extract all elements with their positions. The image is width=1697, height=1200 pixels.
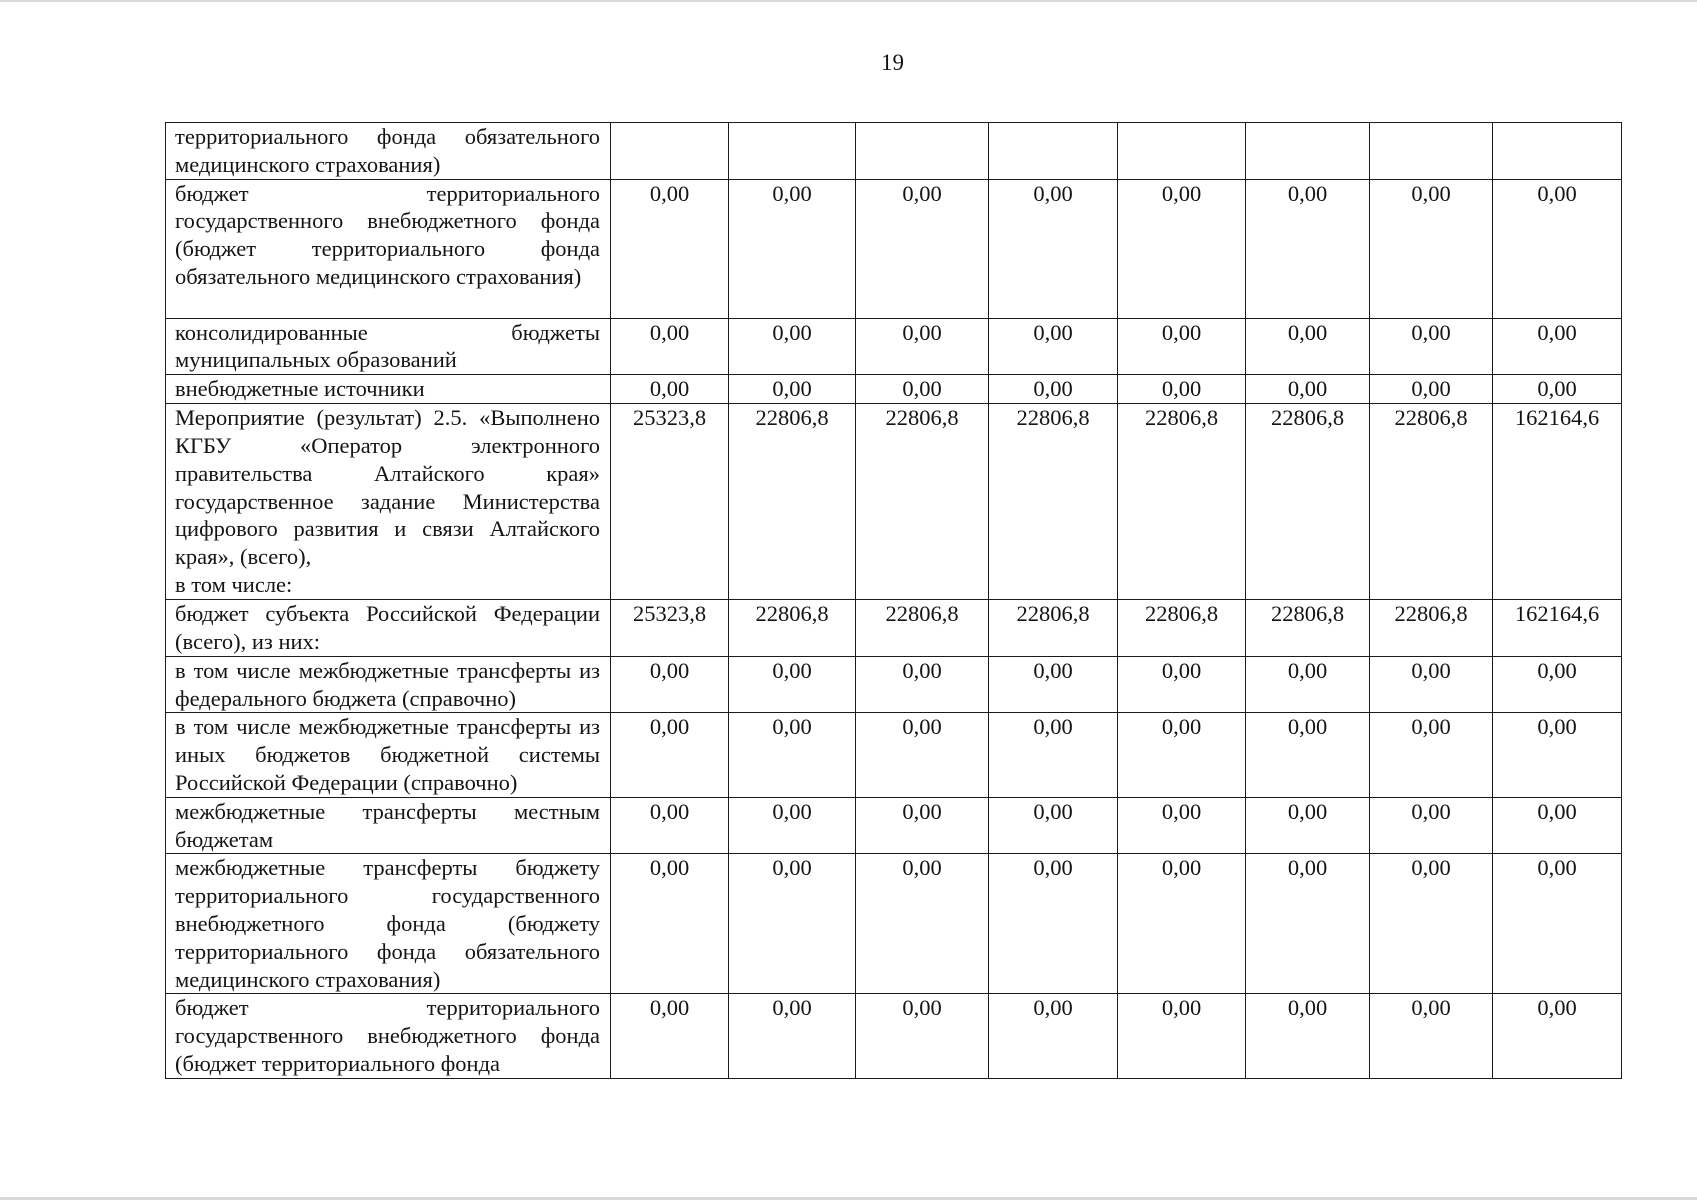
value-cell: 0,00 [729, 713, 856, 797]
value-cell [611, 123, 729, 180]
table-row [166, 854, 1622, 994]
table-row [166, 656, 1622, 713]
value-cell: 22806,8 [856, 600, 989, 657]
table-row [166, 600, 1622, 657]
value-cell: 0,00 [1370, 375, 1493, 404]
row-label-cell [166, 404, 611, 600]
value-cell: 22806,8 [1370, 404, 1493, 600]
value-cell: 0,00 [611, 797, 729, 854]
value-cell: 0,00 [729, 797, 856, 854]
value-cell: 0,00 [1118, 656, 1246, 713]
value-cell: 0,00 [1246, 318, 1370, 375]
value-cell: 0,00 [989, 797, 1118, 854]
row-label-cell [166, 797, 611, 854]
value-cell: 0,00 [1246, 713, 1370, 797]
value-cell: 0,00 [856, 656, 989, 713]
value-cell [1118, 123, 1246, 180]
value-cell: 22806,8 [856, 404, 989, 600]
value-cell: 0,00 [856, 854, 989, 994]
value-cell: 0,00 [1246, 375, 1370, 404]
value-cell: 0,00 [856, 179, 989, 318]
value-cell: 0,00 [1370, 713, 1493, 797]
value-cell: 0,00 [1246, 656, 1370, 713]
value-cell: 0,00 [1493, 994, 1622, 1078]
value-cell: 0,00 [1493, 375, 1622, 404]
row-label-cell [166, 656, 611, 713]
value-cell: 0,00 [1370, 994, 1493, 1078]
value-cell: 0,00 [856, 375, 989, 404]
row-label-cell [166, 179, 611, 318]
value-cell: 22806,8 [1118, 404, 1246, 600]
row-label-cell [166, 123, 611, 180]
value-cell: 0,00 [1118, 854, 1246, 994]
value-cell: 0,00 [611, 318, 729, 375]
value-cell: 25323,8 [611, 600, 729, 657]
value-cell: 0,00 [1370, 797, 1493, 854]
row-label-extra: в том числе: [175, 571, 293, 597]
row-label-cell [166, 854, 611, 994]
value-cell: 22806,8 [989, 404, 1118, 600]
value-cell [1493, 123, 1622, 180]
value-cell: 0,00 [989, 656, 1118, 713]
row-label: консолидированные бюджеты муниципальных образований [175, 319, 600, 373]
value-cell: 22806,8 [1246, 600, 1370, 657]
value-cell: 0,00 [1493, 656, 1622, 713]
row-label-cell [166, 375, 611, 404]
value-cell: 0,00 [1493, 318, 1622, 375]
table-row [166, 375, 1622, 404]
row-label-cell [166, 994, 611, 1078]
table-body [166, 123, 1622, 1079]
value-cell: 0,00 [989, 994, 1118, 1078]
value-cell: 0,00 [1493, 179, 1622, 318]
value-cell: 22806,8 [989, 600, 1118, 657]
row-label: бюджет территориального государственного внебюджетного фонда (бюджет территориального фонда обязательного медицинского страхования) [175, 180, 600, 289]
value-cell: 0,00 [1118, 797, 1246, 854]
value-cell [1370, 123, 1493, 180]
value-cell: 0,00 [989, 179, 1118, 318]
value-cell: 0,00 [729, 179, 856, 318]
value-cell: 0,00 [1493, 797, 1622, 854]
value-cell: 0,00 [1246, 854, 1370, 994]
value-cell: 0,00 [856, 713, 989, 797]
value-cell: 22806,8 [729, 600, 856, 657]
value-cell: 0,00 [729, 375, 856, 404]
row-label-cell [166, 318, 611, 375]
row-label: межбюджетные трансферты бюджету территориального государственного внебюджетного фонда (бюджету территориального фонда обязательного медицинского страхования) [175, 855, 600, 992]
row-label: в том числе межбюджетные трансферты из федерального бюджета (справочно) [175, 657, 600, 711]
row-label: межбюджетные трансферты местным бюджетам [175, 798, 600, 852]
row-label: бюджет субъекта Российской Федерации (всего), из них: [175, 601, 600, 654]
table-row [166, 797, 1622, 854]
page-top-edge [0, 0, 1697, 2]
value-cell: 0,00 [856, 994, 989, 1078]
value-cell: 0,00 [611, 854, 729, 994]
value-cell [729, 123, 856, 180]
value-cell: 0,00 [729, 854, 856, 994]
value-cell: 0,00 [1370, 318, 1493, 375]
budget-table [165, 122, 1622, 1079]
value-cell: 0,00 [611, 994, 729, 1078]
value-cell: 0,00 [989, 318, 1118, 375]
value-cell: 22806,8 [1370, 600, 1493, 657]
row-label: внебюджетные источники [175, 376, 425, 402]
row-label: территориального фонда обязательного медицинского страхования) [175, 124, 600, 177]
value-cell: 0,00 [611, 375, 729, 404]
value-cell: 0,00 [989, 375, 1118, 404]
value-cell: 0,00 [856, 318, 989, 375]
value-cell: 0,00 [1118, 318, 1246, 375]
value-cell: 162164,6 [1493, 600, 1622, 657]
value-cell: 0,00 [989, 713, 1118, 797]
value-cell: 0,00 [611, 179, 729, 318]
value-cell: 0,00 [1493, 854, 1622, 994]
row-label: бюджет территориального государственного внебюджетного фонда (бюджет территориального фонда [175, 995, 600, 1076]
row-label-cell [166, 600, 611, 657]
table-row [166, 179, 1622, 318]
row-label-cell [166, 713, 611, 797]
row-label: в том числе межбюджетные трансферты из иных бюджетов бюджетной системы Российской Федерации (справочно) [175, 714, 600, 795]
value-cell: 0,00 [1118, 994, 1246, 1078]
table-row [166, 318, 1622, 375]
value-cell: 22806,8 [1118, 600, 1246, 657]
page-number: 19 [881, 50, 904, 75]
value-cell: 0,00 [1370, 854, 1493, 994]
value-cell: 0,00 [1493, 713, 1622, 797]
value-cell: 0,00 [989, 854, 1118, 994]
value-cell [1246, 123, 1370, 180]
table-row [166, 994, 1622, 1078]
value-cell: 0,00 [1118, 713, 1246, 797]
table-row [166, 404, 1622, 600]
table-row [166, 123, 1622, 180]
value-cell: 0,00 [611, 713, 729, 797]
value-cell: 0,00 [729, 318, 856, 375]
value-cell: 0,00 [1246, 797, 1370, 854]
value-cell: 0,00 [1370, 656, 1493, 713]
value-cell: 0,00 [729, 656, 856, 713]
value-cell: 0,00 [1246, 994, 1370, 1078]
value-cell: 0,00 [1246, 179, 1370, 318]
table-row [166, 713, 1622, 797]
value-cell [989, 123, 1118, 180]
value-cell: 0,00 [1118, 179, 1246, 318]
value-cell: 0,00 [611, 656, 729, 713]
value-cell: 22806,8 [1246, 404, 1370, 600]
value-cell: 0,00 [1118, 375, 1246, 404]
value-cell: 162164,6 [1493, 404, 1622, 600]
value-cell: 0,00 [1370, 179, 1493, 318]
row-label: Мероприятие (результат) 2.5. «Выполнено КГБУ «Оператор электронного правительства Алтайского края» государственное задание Министерства цифрового развития и связи Алтайского края», (всего), [175, 405, 600, 570]
value-cell: 0,00 [729, 994, 856, 1078]
value-cell: 22806,8 [729, 404, 856, 600]
value-cell: 25323,8 [611, 404, 729, 600]
value-cell: 0,00 [856, 797, 989, 854]
value-cell [856, 123, 989, 180]
